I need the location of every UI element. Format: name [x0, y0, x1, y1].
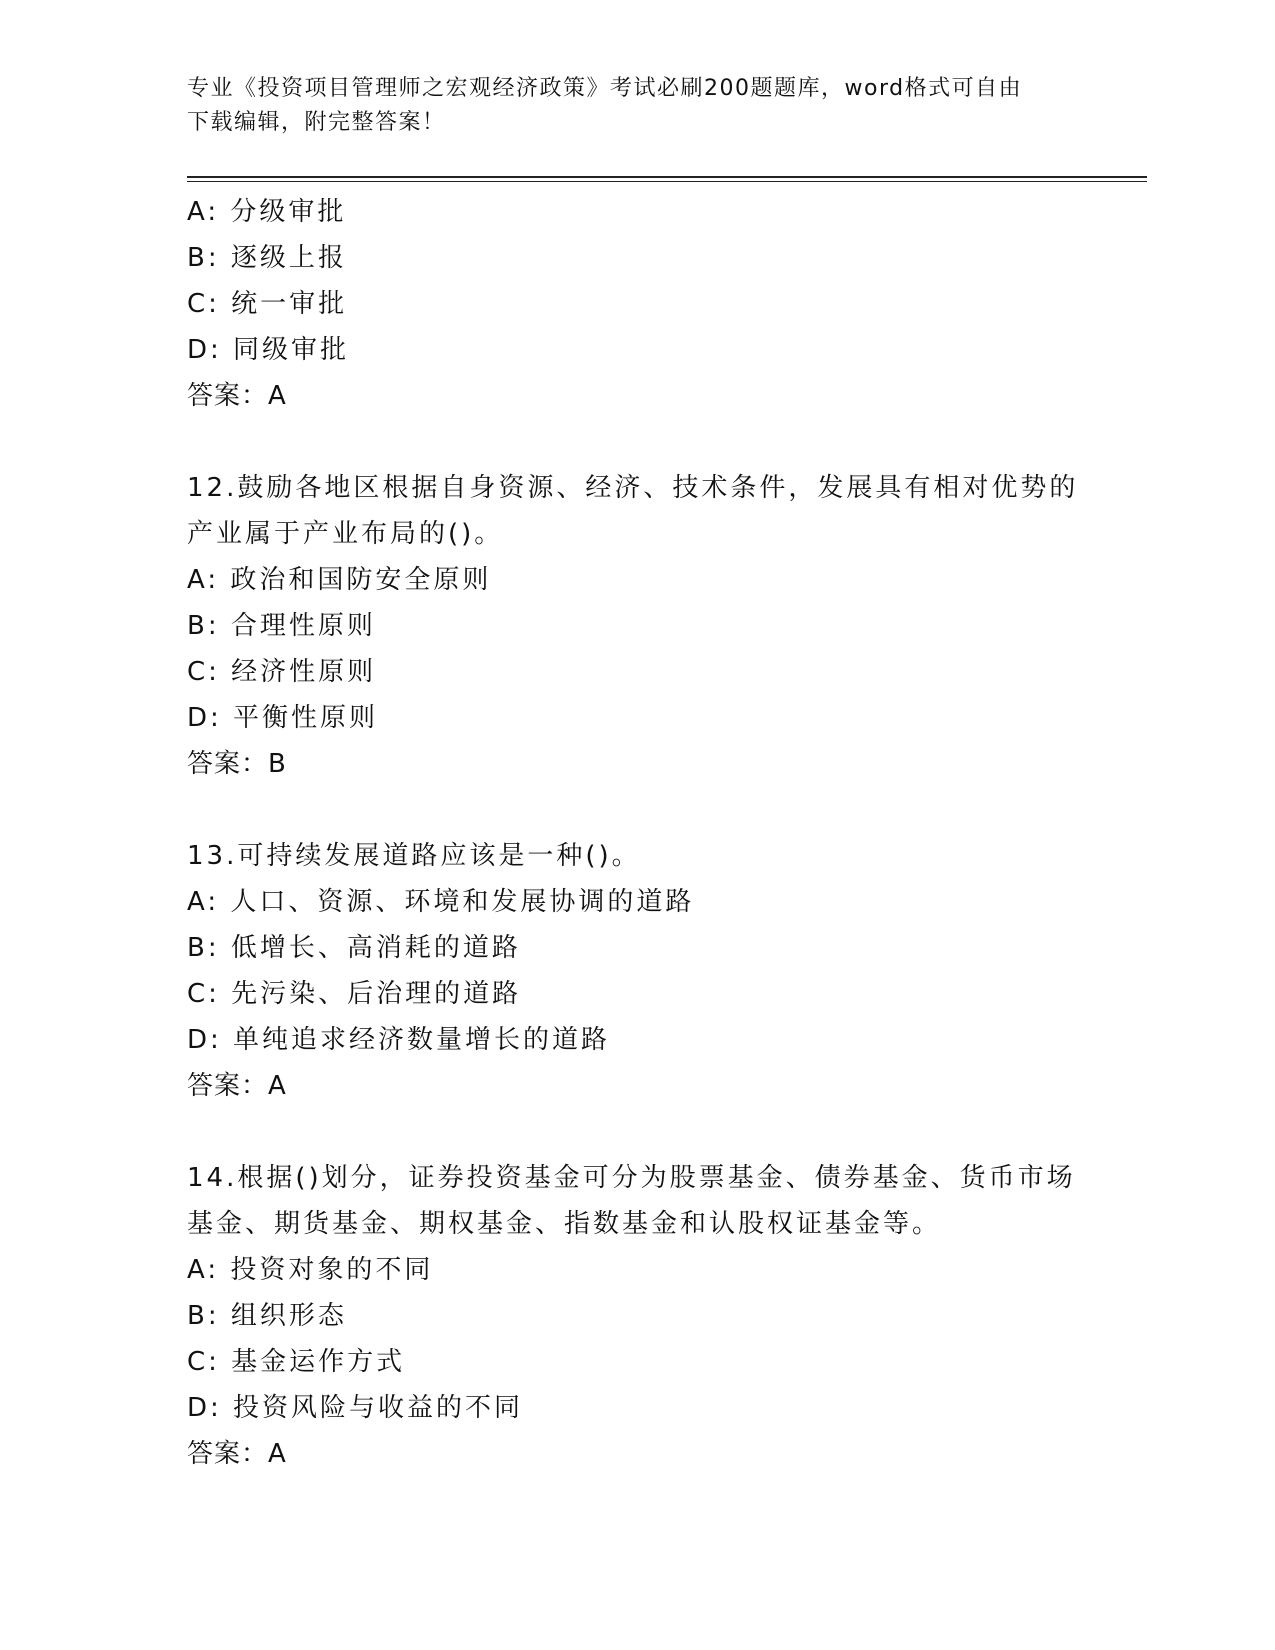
question-list [187, 189, 1147, 1477]
spacer [187, 419, 1147, 465]
option-a: A: 投资对象的不同 [187, 1255, 434, 1285]
question-stem-line: 产业属于产业布局的()。 [187, 519, 504, 549]
option-c: C: 先污染、后治理的道路 [187, 979, 522, 1009]
question-stem-line: 12.鼓励各地区根据自身资源、经济、技术条件，发展具有相对优势的 [187, 473, 1079, 503]
question-stem-line: 13.可持续发展道路应该是一种()。 [187, 841, 641, 871]
option-d: D: 投资风险与收益的不同 [187, 1393, 524, 1423]
question-12 [187, 465, 1147, 787]
question-11 [187, 189, 1147, 419]
option-a: A: 政治和国防安全原则 [187, 565, 492, 595]
header-divider-thin [187, 181, 1147, 182]
question-stem-line: 14.根据()划分，证券投资基金可分为股票基金、债券基金、货币市场 [187, 1163, 1076, 1193]
option-b: B: 逐级上报 [187, 243, 347, 273]
option-c: C: 统一审批 [187, 289, 348, 319]
spacer [187, 1109, 1147, 1155]
option-b: B: 合理性原则 [187, 611, 376, 641]
option-c: C: 基金运作方式 [187, 1347, 406, 1377]
spacer [187, 787, 1147, 833]
option-c: C: 经济性原则 [187, 657, 377, 687]
option-b: B: 低增长、高消耗的道路 [187, 933, 521, 963]
option-d: D: 平衡性原则 [187, 703, 379, 733]
question-stem-line: 基金、期货基金、期权基金、指数基金和认股权证基金等。 [187, 1209, 942, 1239]
header-line-2: 下载编辑，附完整答案！ [187, 110, 446, 135]
header-divider-thick [187, 176, 1147, 178]
header-line-1: 专业《投资项目管理师之宏观经济政策》考试必刷200题题库，word格式可自由 [187, 76, 1023, 101]
question-13 [187, 833, 1147, 1109]
option-b: B: 组织形态 [187, 1301, 347, 1331]
option-a: A: 分级审批 [187, 197, 347, 227]
answer: 答案：A [187, 1439, 287, 1469]
document-header [187, 72, 1087, 140]
answer: 答案：A [187, 1071, 287, 1101]
option-a: A: 人口、资源、环境和发展协调的道路 [187, 887, 695, 917]
option-d: D: 单纯追求经济数量增长的道路 [187, 1025, 611, 1055]
answer: 答案：B [187, 749, 287, 779]
option-d: D: 同级审批 [187, 335, 350, 365]
question-14 [187, 1155, 1147, 1477]
answer: 答案：A [187, 381, 287, 411]
